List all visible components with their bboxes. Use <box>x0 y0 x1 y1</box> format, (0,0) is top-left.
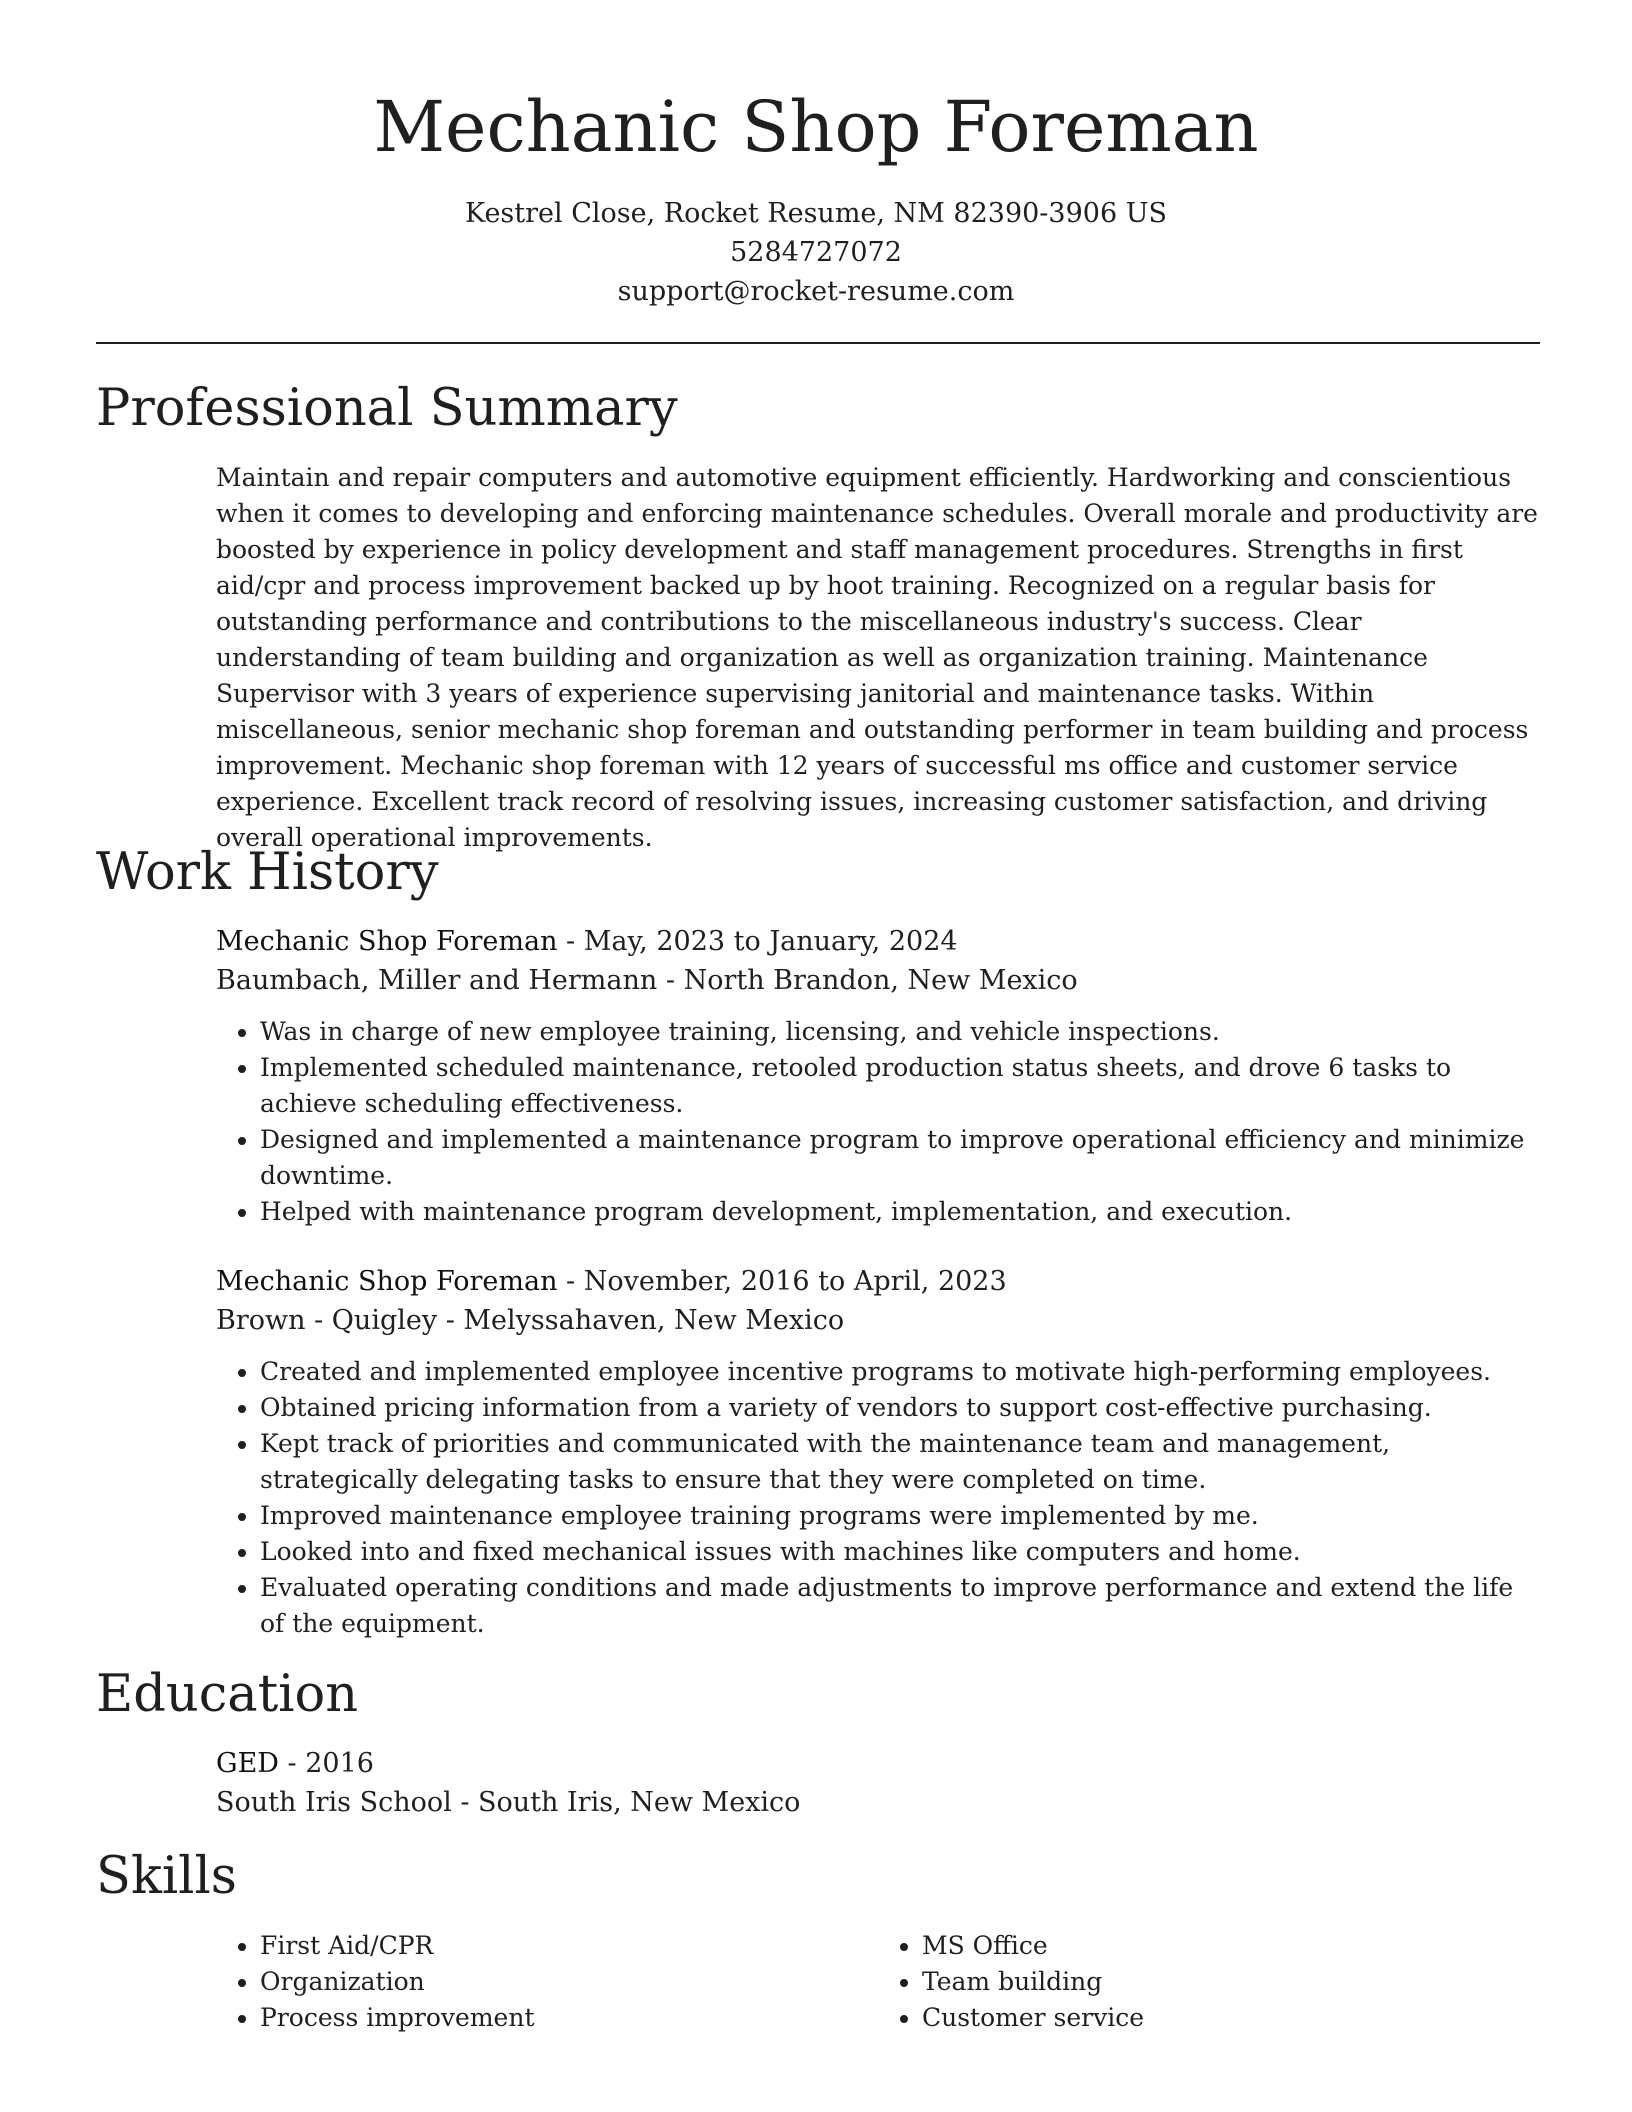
address: Kestrel Close, Rocket Resume, NM 82390-3906 US <box>465 198 1167 229</box>
list-item: • Designed and implemented a maintenance program to improve operational efficiency and minimize downtime. <box>260 1122 1540 1194</box>
list-item: • Evaluated operating conditions and made adjustments to improve performance and extend the life of the equipment. <box>260 1570 1540 1642</box>
school: South Iris School <box>216 1787 452 1818</box>
job-entry <box>216 922 1540 1230</box>
job-company-line <box>216 1301 1540 1340</box>
education-degree-line <box>216 1744 1540 1783</box>
skills-columns <box>216 1928 1540 2036</box>
list-item: • Was in charge of new employee training, licensing, and vehicle inspections. <box>260 1014 1540 1050</box>
job-dates: - May, 2023 to January, 2024 <box>557 926 958 957</box>
skill-item: • Organization <box>260 1964 878 2000</box>
skills-heading: Skills <box>96 1847 237 1906</box>
job-title-line <box>216 922 1540 961</box>
school-location: - South Iris, New Mexico <box>451 1787 801 1818</box>
work-history-heading: Work History <box>96 843 439 902</box>
candidate-name: Mechanic Shop Foreman <box>373 86 1259 168</box>
job-bullets <box>216 1354 1540 1642</box>
job-bullets <box>216 1014 1540 1230</box>
education-school-line <box>216 1783 1540 1822</box>
summary-section <box>216 460 1540 856</box>
job-entry <box>216 1262 1540 1642</box>
resume-header <box>0 0 1632 311</box>
skills-section <box>216 1928 1540 2036</box>
skill-item: • Process improvement <box>260 2000 878 2036</box>
skills-list-right <box>878 1928 1540 2036</box>
summary-text: Maintain and repair computers and automotive equipment efficiently. Hardworking and conscientious when it comes to developing and enforcing maintenance schedules. Overall morale and productivity are boosted by experience in policy development and staff management procedures. Strengths in first aid/cpr and process improvement backed up by hoot training. Recognized on a regular basis for outstanding performance and contributions to the miscellaneous industry's success. Clear understanding of team building and organization as well as organization training. Maintenance Supervisor with 3 years of experience supervising janitorial and maintenance tasks. Within miscellaneous, senior mechanic shop foreman and outstanding performer in team building and process improvement. Mechanic shop foreman with 12 years of successful ms office and customer service experience. Excellent track record of resolving issues, increasing customer satisfaction, and driving overall operational improvements. <box>216 463 1538 852</box>
job-title: Mechanic Shop Foreman <box>216 1266 558 1297</box>
list-item: • Obtained pricing information from a variety of vendors to support cost-effective purchasing. <box>260 1390 1540 1426</box>
list-item: • Created and implemented employee incentive programs to motivate high-performing employees. <box>260 1354 1540 1390</box>
summary-heading: Professional Summary <box>96 379 678 438</box>
list-item: • Implemented scheduled maintenance, retooled production status sheets, and drove 6 tasks to achieve scheduling effectiveness. <box>260 1050 1540 1122</box>
education-entry <box>216 1744 1540 1822</box>
job-dates: - November, 2016 to April, 2023 <box>557 1266 1007 1297</box>
list-item: • Helped with maintenance program development, implementation, and execution. <box>260 1194 1540 1230</box>
skill-item: • MS Office <box>922 1928 1540 1964</box>
header-divider <box>96 342 1540 344</box>
degree-year: - 2016 <box>278 1748 374 1779</box>
degree: GED <box>216 1748 279 1779</box>
skill-item: • Customer service <box>922 2000 1540 2036</box>
skill-item: • Team building <box>922 1964 1540 2000</box>
phone: 5284727072 <box>730 237 902 268</box>
job-company: Baumbach, Miller and Hermann <box>216 965 658 996</box>
job-company-line <box>216 961 1540 1000</box>
list-item: • Improved maintenance employee training programs were implemented by me. <box>260 1498 1540 1534</box>
skill-item: • First Aid/CPR <box>260 1928 878 1964</box>
job-location: - Melyssahaven, New Mexico <box>437 1305 845 1336</box>
job-title-line <box>216 1262 1540 1301</box>
list-item: • Kept track of priorities and communicated with the maintenance team and management, strategically delegating tasks to ensure that they were completed on time. <box>260 1426 1540 1498</box>
education-heading: Education <box>96 1665 359 1724</box>
skills-list-left <box>216 1928 878 2036</box>
email: support@rocket-resume.com <box>617 276 1015 307</box>
list-item: • Looked into and fixed mechanical issues with machines like computers and home. <box>260 1534 1540 1570</box>
job-location: - North Brandon, New Mexico <box>657 965 1078 996</box>
job-title: Mechanic Shop Foreman <box>216 926 558 957</box>
job-company: Brown - Quigley <box>216 1305 438 1336</box>
contact-info <box>0 194 1632 311</box>
